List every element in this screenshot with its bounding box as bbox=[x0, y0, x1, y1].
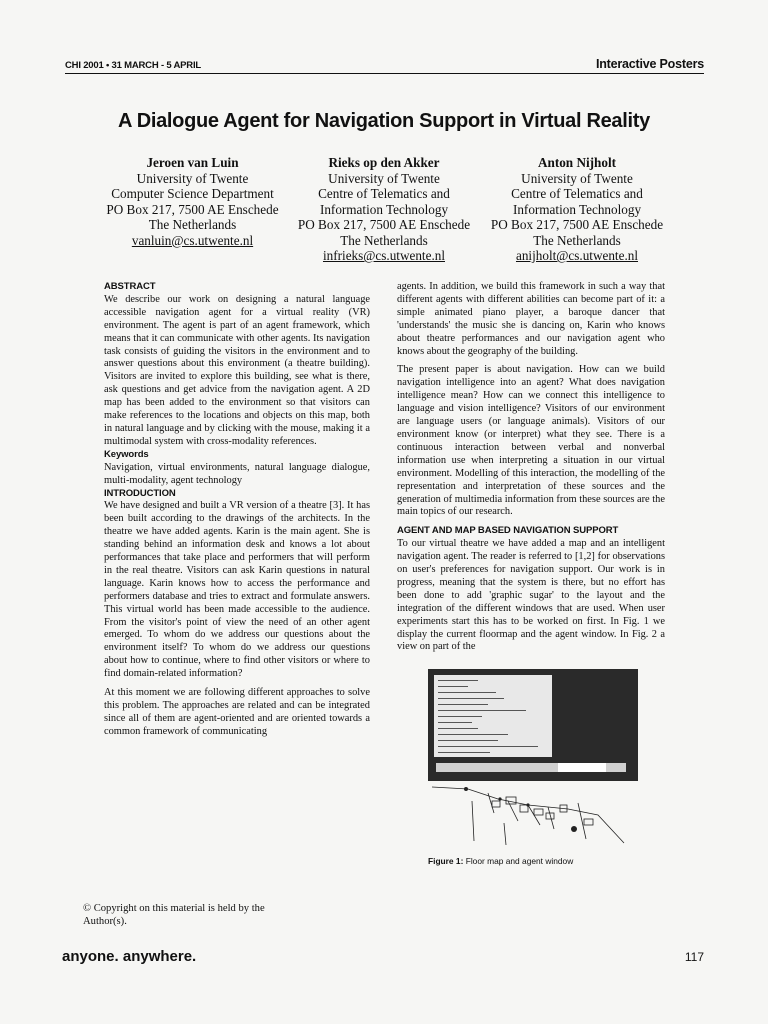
section-heading: AGENT AND MAP BASED NAVIGATION SUPPORT bbox=[397, 525, 619, 537]
introduction-paragraph: We have designed and built a VR version of a theatre [3]. It has been built according to the drawings of the architects. In the theatre we have added agents. Karin is the main agent. She is standing behind an information desk and knows a lot about performances that take place and performers that will perform in the real theatre. Visitors can ask Karin questions in natural language. Karin knows how to access the performance and performers database and tries to extract and formulate answers. This virtual world has been made accessible to the audience. From the visitor's point of view the need of an other agent emerged. To whom do we address our questions about the environment itself? To whom do we address our questions about how to continue, where to find other visitors or where to find domain-related information? bbox=[104, 500, 370, 680]
figure-caption bbox=[428, 856, 648, 866]
agent-dialogue-panel bbox=[434, 675, 552, 757]
running-header-right: Interactive Posters bbox=[595, 57, 704, 71]
abstract-heading: ABSTRACT bbox=[104, 281, 156, 292]
keywords-text: Navigation, virtual environments, natural language dialogue, multi-modality, agent technology bbox=[104, 461, 370, 486]
figure-label: Figure 1: bbox=[428, 856, 464, 866]
author-affiliation-line: PO Box 217, 7500 AE Enschede bbox=[106, 201, 279, 217]
floor-map-drawing bbox=[428, 783, 638, 855]
author-affiliation-line: Information Technology bbox=[319, 201, 449, 217]
author-affiliation-line: Computer Science Department bbox=[111, 186, 274, 201]
author-affiliation-line: The Netherlands bbox=[340, 232, 428, 248]
footer-tagline: anyone. anywhere. bbox=[62, 948, 197, 965]
body-paragraph: agents. In addition, we build this framework in such a way that different agents with different abilities can become part of it: a simple animated piano player, a baroque dancer that 'understands' the music she is dancing on, Karin who knows about theatre performances and our navigation agent who knows about the geography of the building. bbox=[397, 281, 665, 357]
author-affiliation-line: University of Twente bbox=[136, 170, 249, 186]
author-name: Jeroen van Luin bbox=[146, 155, 239, 170]
author-block-3 bbox=[482, 155, 672, 264]
author-affiliation-line: Information Technology bbox=[512, 201, 642, 217]
author-name: Anton Nijholt bbox=[537, 155, 617, 170]
author-affiliation-line: The Netherlands bbox=[148, 217, 237, 232]
author-name: Rieks op den Akker bbox=[328, 155, 440, 170]
right-column bbox=[397, 281, 665, 660]
author-email-link[interactable]: anijholt@cs.utwente.nl bbox=[515, 248, 639, 263]
author-email-link[interactable]: vanluin@cs.utwente.nl bbox=[131, 232, 254, 248]
running-header-left: CHI 2001 • 31 MARCH - 5 APRIL bbox=[65, 60, 202, 71]
author-affiliation-line: University of Twente bbox=[521, 170, 633, 186]
author-affiliation-line: Centre of Telematics and bbox=[318, 186, 450, 201]
introduction-paragraph: At this moment we are following different approaches to solve this problem. The approaches are related and can be integrated since all of them are agent-oriented and are oriented towards a common framework of communicating bbox=[104, 687, 370, 737]
author-affiliation-line: The Netherlands bbox=[533, 232, 621, 248]
header-rule bbox=[65, 73, 704, 74]
agent-window-screenshot bbox=[428, 669, 638, 781]
figure-caption-text: Floor map and agent window bbox=[465, 856, 574, 866]
body-paragraph: The present paper is about navigation. How can we build navigation intelligence into an agent? What does navigation intelligence mean? How can we connect this intelligence to language and vision intelligence? Visitors of our environment are language users (or language animals). Visitors of our environment know (or interpret) what they see. There is a continuous interaction between verbal and nonverbal information use when interpreting a situation in our virtual environment. Modelling of this interaction, the modelling of the representation and interpretation of these sources and the generation of multimedia information from these sources are the main topics of our research. bbox=[397, 364, 665, 518]
author-affiliation-line: PO Box 217, 7500 AE Enschede bbox=[297, 217, 471, 232]
keywords-heading: Keywords bbox=[104, 448, 149, 460]
introduction-heading: INTRODUCTION bbox=[104, 487, 176, 499]
author-block-2 bbox=[290, 155, 478, 264]
author-block-1 bbox=[100, 155, 285, 248]
author-affiliation-line: University of Twente bbox=[328, 170, 440, 186]
author-affiliation-line: PO Box 217, 7500 AE Enschede bbox=[490, 217, 664, 232]
paper-title: A Dialogue Agent for Navigation Support in Virtual Reality bbox=[118, 110, 650, 132]
author-affiliation-line: Centre of Telematics and bbox=[511, 186, 643, 201]
author-email-link[interactable]: infrieks@cs.utwente.nl bbox=[322, 248, 445, 263]
agent-input-field bbox=[558, 763, 606, 772]
page-number: 117 bbox=[684, 950, 704, 964]
body-paragraph: To our virtual theatre we have added a map and an intelligent navigation agent. The reader is referred to [1,2] for observations on user's preferences for navigation support. Our work is in progress, meaning that the system is there, but no effort has been done to add 'graphic sugar' to the layout and the integration of the different windows that are used. When user experiments start this has to be worked on first. In Fig. 1 we display the current floormap and the agent window. In Fig. 2 a view on part of the bbox=[397, 538, 665, 653]
copyright-notice: © Copyright on this material is held by the Author(s). bbox=[83, 903, 265, 927]
figure-1-image bbox=[428, 669, 638, 859]
left-column bbox=[104, 281, 370, 745]
abstract-text: We describe our work on designing a natural language accessible navigation agent for a virtual reality (VR) environment. The agent is part of an agent framework, which means that it can communicate with other agents. Its navigation task consists of guiding the visitors in the environment and to answer questions about this environment (a theatre building). Visitors are invited to explore this building, see what is there, ask questions and get advice from the navigation agent. A 2D map has been added to the environment so that visitors can make references to the locations and objects on this map, both in natural language and by clicking with the mouse, making it a multimodal system with cross-modality references. bbox=[104, 293, 370, 447]
